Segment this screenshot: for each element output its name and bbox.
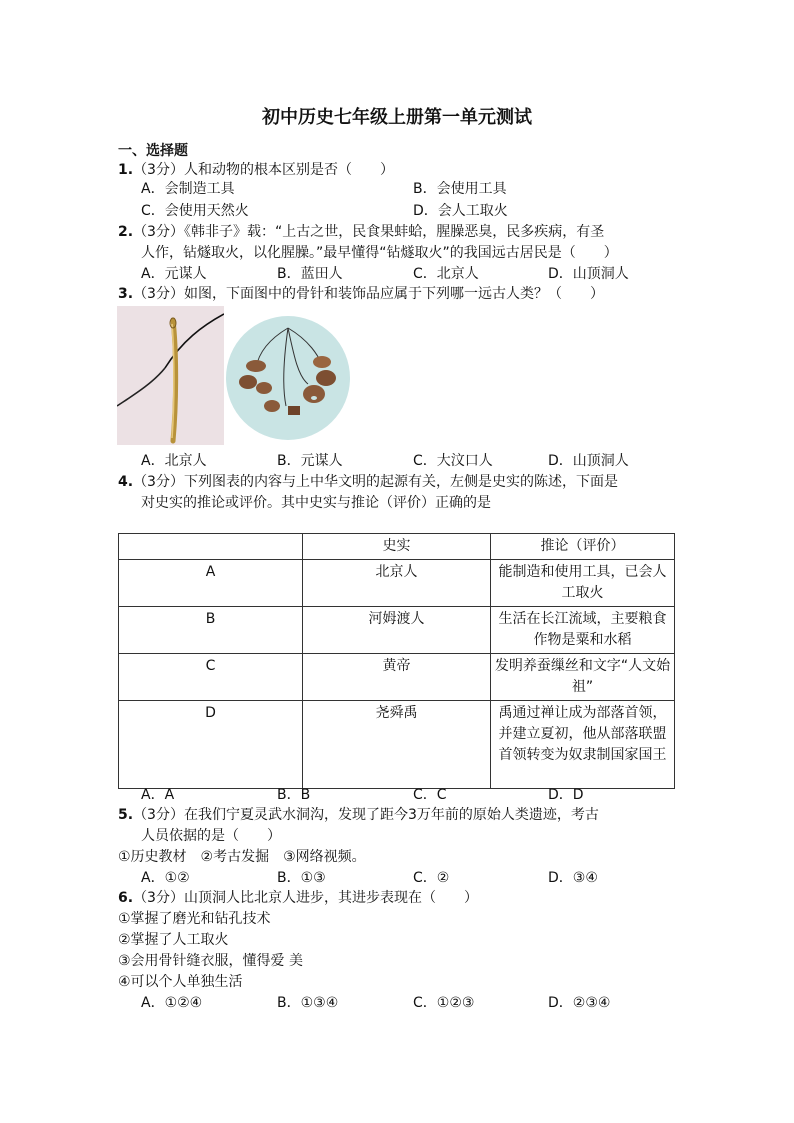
- question-choices-list: ①历史教材 ②考古发掘 ③网络视频。: [118, 849, 366, 865]
- question-number: 1.: [118, 162, 134, 178]
- option-a: A．①②: [141, 870, 190, 886]
- section-heading: 一、选择题: [118, 143, 188, 159]
- option-d: D．山顶洞人: [548, 266, 629, 282]
- question-stem: （3分）山顶洞人比北京人进步，其进步表现在（ ）: [133, 890, 478, 906]
- table-header-row: [119, 534, 675, 560]
- question-4: [118, 472, 618, 493]
- row-eval: 禹通过禅让成为部落首领，并建立夏初，他从部落联盟首领转变为奴隶制国家国王: [491, 701, 675, 789]
- question-number: 4.: [118, 474, 134, 490]
- page-title: 初中历史七年级上册第一单元测试: [262, 107, 532, 128]
- question-5: [118, 805, 599, 826]
- question-stem: （3分）如图，下面图中的骨针和装饰品应属于下列哪一远古人类？（ ）: [133, 286, 604, 302]
- question-3: [118, 284, 604, 305]
- table-header-cell: 推论（评价）: [491, 534, 675, 560]
- option-a: A．北京人: [141, 453, 207, 469]
- option-b: B．元谋人: [277, 453, 343, 469]
- bone-needle-image: [117, 306, 224, 445]
- option-a: A．A: [141, 787, 175, 803]
- row-label: D: [119, 701, 303, 789]
- statement-item: ④可以个人单独生活: [118, 974, 243, 990]
- row-fact: 河姆渡人: [303, 607, 491, 654]
- option-d: D．②③④: [548, 995, 611, 1011]
- row-fact: 尧舜禹: [303, 701, 491, 789]
- option-b: B．B: [277, 787, 311, 803]
- table-row: [119, 701, 675, 789]
- row-label: B: [119, 607, 303, 654]
- question-number: 2.: [118, 224, 134, 240]
- ornament-image: [226, 306, 351, 445]
- question-stem: （3分）在我们宁夏灵武水洞沟，发现了距今3万年前的原始人类遗迹，考古: [133, 807, 599, 823]
- option-c: C．会使用天然火: [141, 203, 249, 219]
- row-eval: 生活在长江流域，主要粮食作物是粟和水稻: [491, 607, 675, 654]
- option-d: D．D: [548, 787, 584, 803]
- question-stem-cont: 人作，钻燧取火，以化腥臊。”最早懂得“钻燧取火”的我国远古居民是（ ）: [141, 245, 618, 261]
- option-a: A．元谋人: [141, 266, 207, 282]
- question-stem-cont: 人员依据的是（ ）: [141, 828, 281, 844]
- question-number: 5.: [118, 807, 134, 823]
- row-label: C: [119, 654, 303, 701]
- row-eval: 发明养蚕缫丝和文字“人文始祖”: [491, 654, 675, 701]
- row-fact: 北京人: [303, 560, 491, 607]
- statement-item: ③会用骨针缝衣服，懂得爱 美: [118, 953, 304, 969]
- option-a: A．①②④: [141, 995, 203, 1011]
- statement-item: ②掌握了人工取火: [118, 932, 229, 948]
- option-d: D．③④: [548, 870, 598, 886]
- option-a: A．会制造工具: [141, 181, 235, 197]
- question-1: [118, 160, 394, 181]
- option-b: B．①③: [277, 870, 326, 886]
- option-b: B．蓝田人: [277, 266, 343, 282]
- question-6: [118, 888, 478, 909]
- table-row: [119, 654, 675, 701]
- question-stem: （3分）人和动物的根本区别是否（ ）: [133, 162, 394, 178]
- question-number: 3.: [118, 286, 134, 302]
- question-stem-cont: 对史实的推论或评价。其中史实与推论（评价）正确的是: [141, 495, 491, 511]
- question-2: [118, 222, 604, 243]
- statement-item: ①掌握了磨光和钻孔技术: [118, 911, 271, 927]
- table-row: [119, 607, 675, 654]
- row-label: A: [119, 560, 303, 607]
- option-b: B．会使用工具: [413, 181, 507, 197]
- option-c: C．②: [413, 870, 450, 886]
- question-stem: （3分）《韩非子》载：“上古之世，民食果蚌蛤，腥臊恶臭，民多疾病，有圣: [133, 224, 605, 240]
- option-d: D．会人工取火: [413, 203, 508, 219]
- option-c: C．大汶口人: [413, 453, 493, 469]
- table-row: [119, 560, 675, 607]
- option-c: C．北京人: [413, 266, 479, 282]
- option-c: C．C: [413, 787, 447, 803]
- option-d: D．山顶洞人: [548, 453, 629, 469]
- table-header-cell: 史实: [303, 534, 491, 560]
- row-eval: 能制造和使用工具，已会人工取火: [491, 560, 675, 607]
- table-header-cell: [119, 534, 303, 560]
- option-b: B．①③④: [277, 995, 339, 1011]
- history-table: [118, 533, 675, 789]
- question-stem: （3分）下列图表的内容与上中华文明的起源有关，左侧是史实的陈述，下面是: [133, 474, 618, 490]
- row-fact: 黄帝: [303, 654, 491, 701]
- question-number: 6.: [118, 890, 134, 906]
- option-c: C．①②③: [413, 995, 475, 1011]
